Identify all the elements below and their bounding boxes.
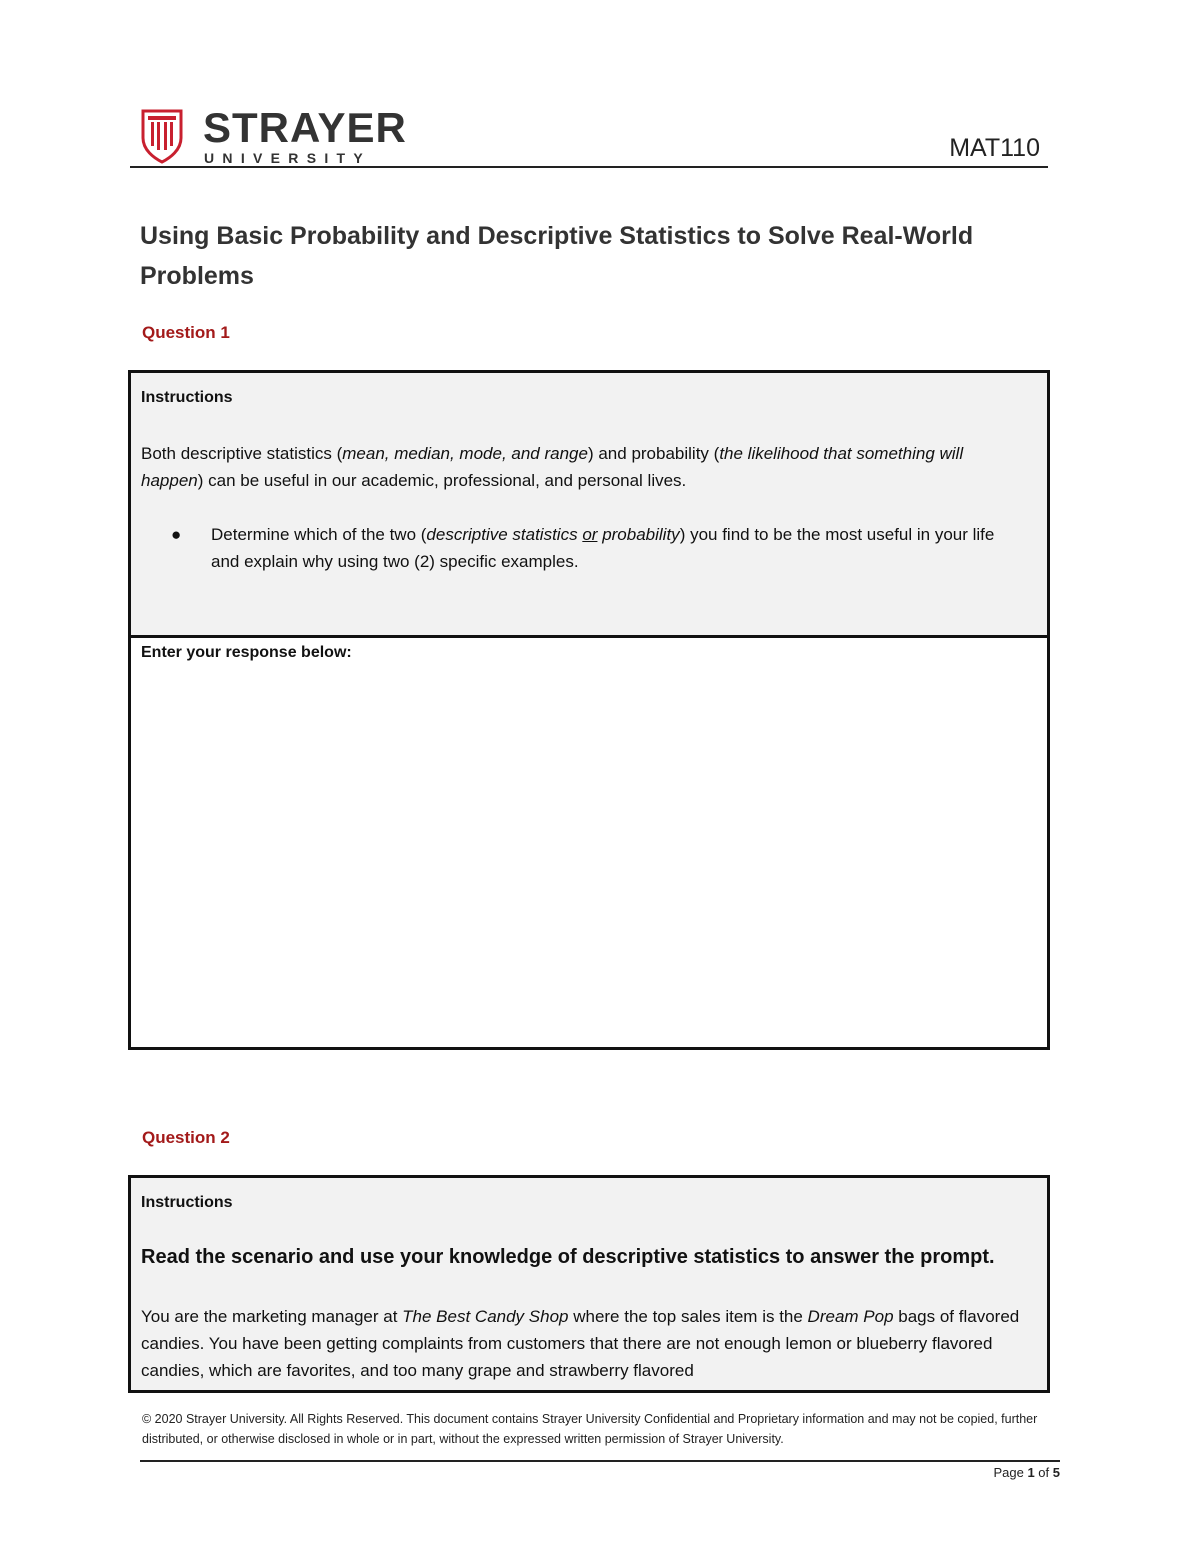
para-text: You are the marketing manager at bbox=[141, 1307, 403, 1326]
para-text: Both descriptive statistics ( bbox=[141, 444, 343, 463]
para-emphasis: Dream Pop bbox=[807, 1307, 894, 1326]
para-emphasis: the likelihood that something will happen bbox=[141, 444, 964, 490]
question-1-label: Question 1 bbox=[142, 323, 230, 342]
shield-icon bbox=[140, 108, 184, 164]
page-current: 1 bbox=[1027, 1465, 1035, 1480]
footer-divider bbox=[140, 1460, 1060, 1462]
page-of: of bbox=[1038, 1465, 1050, 1480]
para-emphasis: mean, median, mode, and range bbox=[342, 444, 588, 463]
question-1-instructions-box bbox=[128, 370, 1050, 638]
para-text: ) can be useful in our academic, professional, and personal lives. bbox=[197, 471, 687, 490]
question-2-instructions-box bbox=[128, 1175, 1050, 1393]
response-label: Enter your response below: bbox=[141, 644, 352, 661]
page-number bbox=[993, 1465, 1060, 1480]
strayer-logo bbox=[140, 104, 407, 168]
bullet-emphasis: descriptive statistics bbox=[426, 525, 578, 544]
para-emphasis: The Best Candy Shop bbox=[402, 1307, 569, 1326]
page-word: Page bbox=[993, 1465, 1024, 1480]
copyright-notice: © 2020 Strayer University. All Rights Reserved. This document contains Strayer University Confidential and Proprietary information and may not be copied, further distributed, or otherwise disclosed in whole or in part, without the expressed written permission of Strayer University. bbox=[142, 1412, 1038, 1446]
instructions-heading: Instructions bbox=[141, 389, 233, 406]
bullet-text bbox=[211, 521, 1011, 575]
document-title: Using Basic Probability and Descriptive Statistics to Solve Real-World Problems bbox=[140, 222, 974, 290]
bullet-emphasis-underlined: or bbox=[582, 525, 598, 544]
para-text: where the top sales item is the bbox=[568, 1307, 808, 1326]
question-1-response-box[interactable] bbox=[128, 635, 1050, 1050]
brand-name: STRAYER bbox=[203, 104, 407, 151]
bullet-segment: Determine which of the two ( bbox=[211, 525, 427, 544]
page-total: 5 bbox=[1052, 1465, 1060, 1480]
scenario-heading: Read the scenario and use your knowledge of descriptive statistics to answer the prompt. bbox=[141, 1246, 995, 1268]
bullet-icon: ● bbox=[171, 525, 182, 544]
header-divider bbox=[130, 166, 1048, 168]
scenario-paragraph bbox=[141, 1303, 1021, 1384]
para-text: ) and probability ( bbox=[587, 444, 720, 463]
para-text: bags of flavored candies. You have been getting complaints from customers that there are not enough lemon or blueberry flavored candies, which are favorites, and too many grape and strawberry flavored bbox=[141, 1307, 1020, 1380]
course-code: MAT110 bbox=[949, 134, 1040, 162]
question-2-label: Question 2 bbox=[142, 1128, 230, 1147]
instructions-heading: Instructions bbox=[141, 1194, 233, 1211]
brand-subtitle: UNIVERSITY bbox=[204, 150, 372, 166]
instructions-paragraph bbox=[141, 440, 1021, 494]
bullet-emphasis: probability bbox=[602, 525, 680, 544]
bullet-segment: ) you find to be the most useful in your life and explain why using two (2) specific examples. bbox=[211, 525, 995, 571]
